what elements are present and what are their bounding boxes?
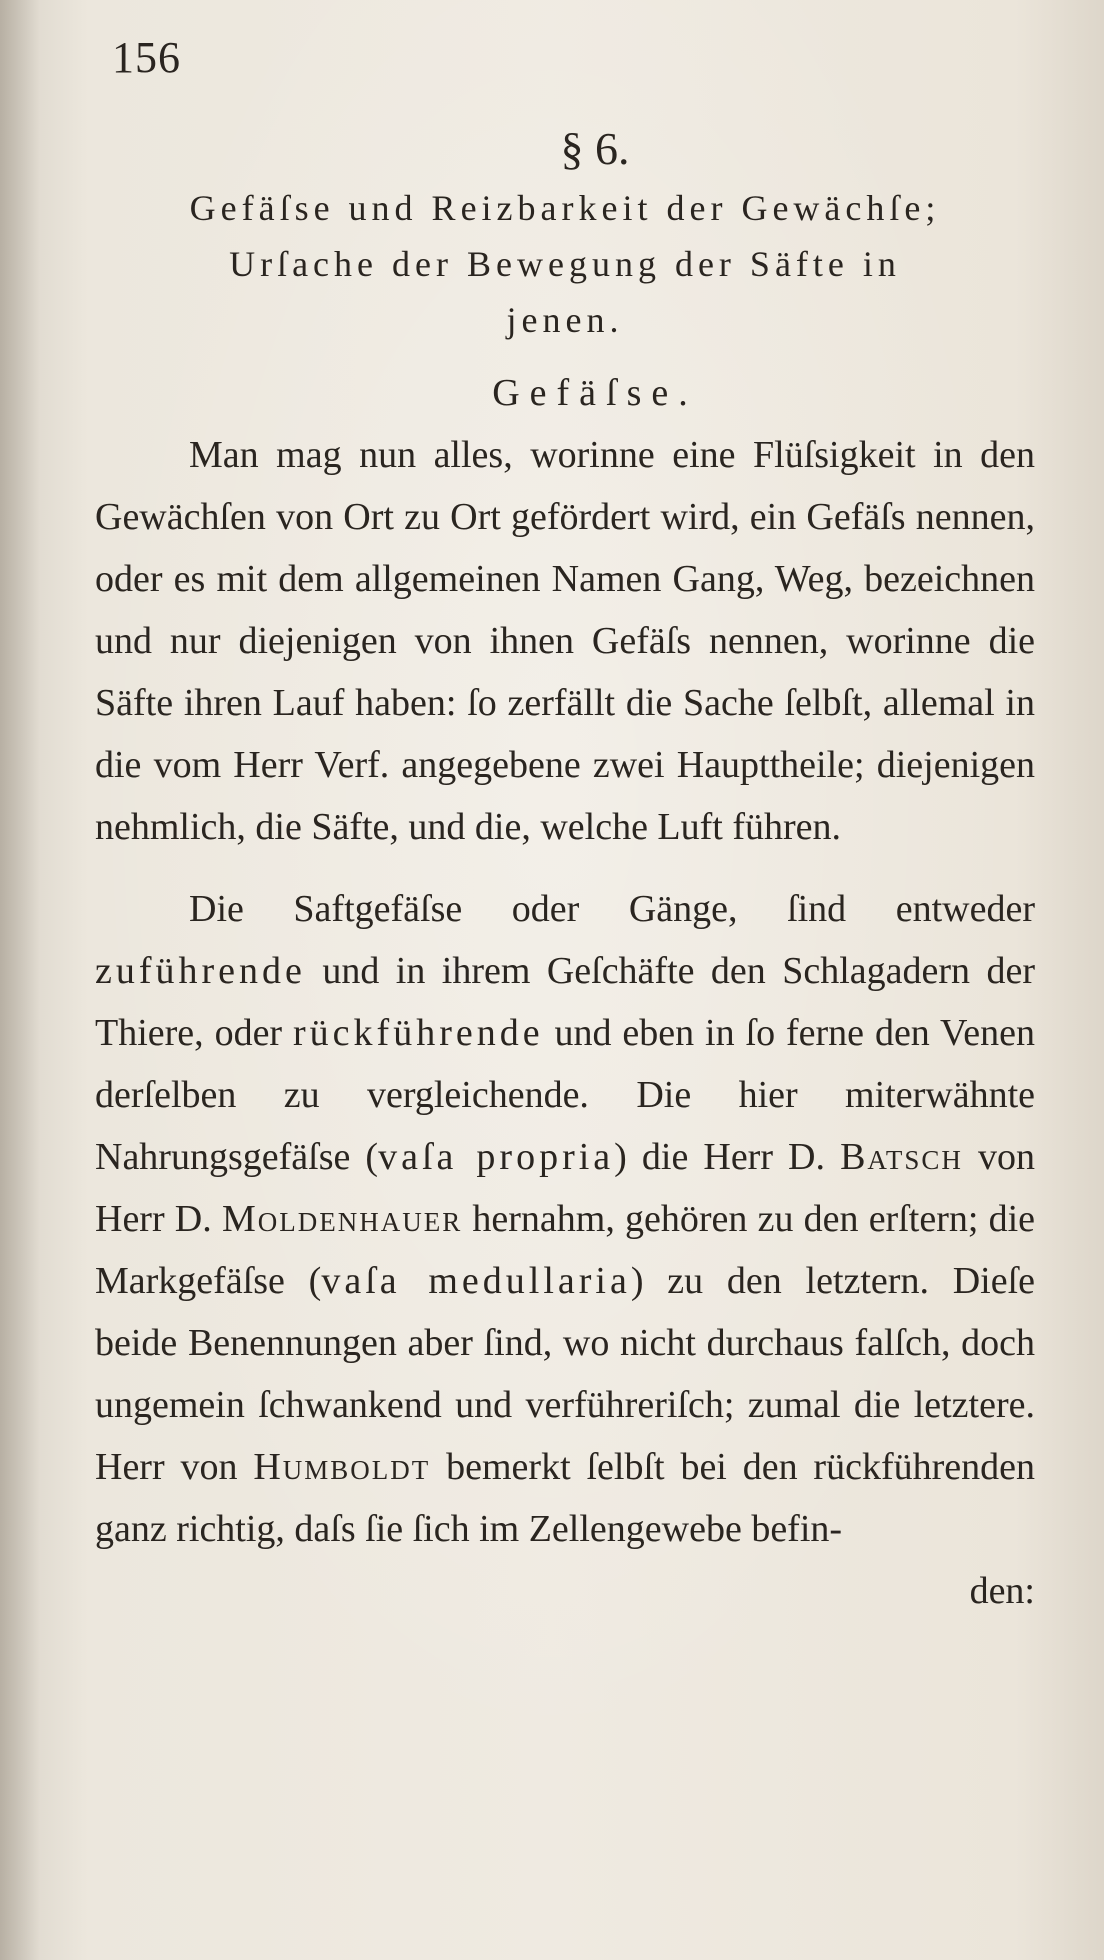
section-mark: § 6. bbox=[560, 123, 630, 174]
author-name: Batsch bbox=[840, 1136, 963, 1178]
author-name: Moldenhauer bbox=[221, 1198, 463, 1240]
paragraph-text: ) die Herr D. bbox=[614, 1136, 841, 1178]
page-text bbox=[95, 118, 1035, 1622]
spaced-term: zuführende bbox=[95, 950, 306, 992]
paragraph bbox=[95, 878, 1035, 1560]
spaced-term: vaſa propria bbox=[378, 1136, 615, 1178]
author-name: Humboldt bbox=[253, 1446, 431, 1488]
catchword: den: bbox=[969, 1570, 1035, 1612]
heading-line: Gefäſse und Reizbarkeit der Gewächſe; bbox=[189, 188, 941, 228]
page-number: 156 bbox=[112, 33, 181, 82]
section-heading bbox=[95, 180, 1035, 348]
paragraph-text: und in ihrem Geſchäfte den Schlagadern der Thiere, oder bbox=[95, 950, 1035, 1054]
heading-line: Urſache der Bewegung der Säfte in bbox=[229, 244, 901, 284]
paragraph-text: von Herr D. bbox=[95, 1136, 1035, 1240]
spaced-term: vaſa medullaria bbox=[321, 1260, 631, 1302]
paragraph-text: Die Saftgefäſse oder Gänge, ſind entweder bbox=[189, 888, 1035, 930]
page-gutter-shadow bbox=[0, 0, 40, 1960]
spaced-term: rückführende bbox=[293, 1012, 544, 1054]
paragraph-text: Man mag nun alles, worinne eine Flüſsigkeit in den Gewächſen von Ort zu Ort gefördert wird, ein Gefäſs nennen, oder es mit dem allgemeinen Namen Gang, Weg, bezeichnen und nur diejenigen von ihnen Gefäſs nennen, worinne die Säfte ihren Lauf haben: ſo zerfällt die Sache ſelbſt, allemal in die vom Herr Verf. angegebene zwei Haupttheile; diejenigen nehmlich, die Säfte, und die, welche Luft führen. bbox=[95, 434, 1035, 848]
heading-line: jenen. bbox=[506, 300, 624, 340]
paragraph-text: hernahm, gehören zu den erſtern; die Markgefäſse ( bbox=[95, 1198, 1036, 1302]
paragraph-text: bemerkt ſelbſt bei den rückführenden ganz richtig, daſs ſie ſich im Zellengewebe befin- bbox=[95, 1446, 1035, 1550]
paragraph bbox=[95, 424, 1035, 858]
paragraph-text: und eben in ſo ferne den Venen derſelben zu vergleichende. Die hier miterwähnte Nahrungsgefäſse ( bbox=[95, 1012, 1036, 1178]
paragraph-text: ) zu den letztern. Dieſe beide Benennungen aber ſind, wo nicht durchaus falſch, doch ungemein ſchwankend und verführeriſch; zumal die letztere. Herr von bbox=[95, 1260, 1035, 1488]
subheading: Gefäſse. bbox=[492, 372, 698, 414]
